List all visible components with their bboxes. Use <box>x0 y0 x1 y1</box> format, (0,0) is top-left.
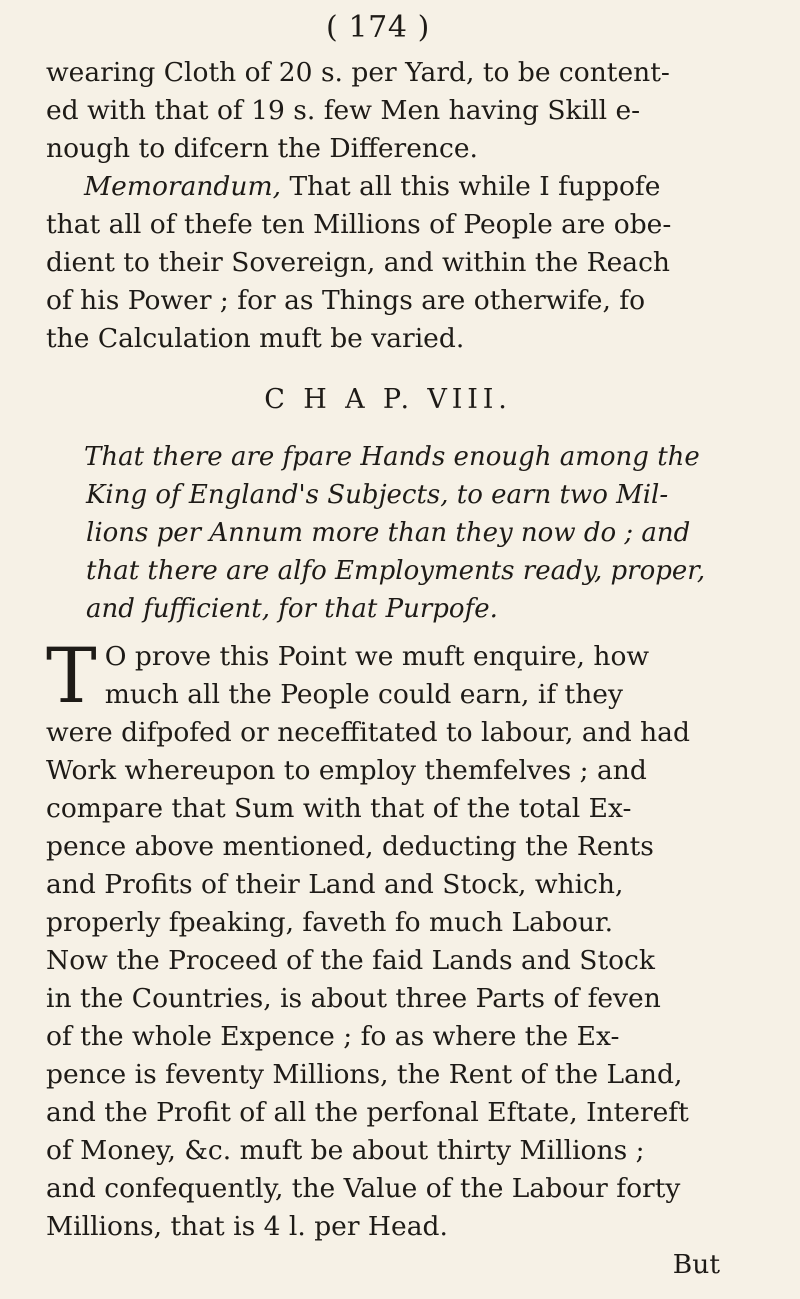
text-line: and Profits of their Land and Stock, which, <box>46 869 624 900</box>
text-line: of Money, &c. muft be about thirty Millions ; <box>46 1135 645 1166</box>
text-line: nough to difcern the Difference. <box>46 133 478 164</box>
text-line: of his Power ; for as Things are otherwife, fo <box>46 285 646 316</box>
paragraph-3 <box>46 631 730 1246</box>
text-line <box>46 168 730 206</box>
text-line: the Calculation muft be varied. <box>46 323 465 354</box>
text-line: properly fpeaking, faveth fo much Labour. <box>46 907 614 938</box>
text-line: that all of thefe ten Millions of People are obe- <box>46 209 672 240</box>
text-fragment: That all this while I fuppofe <box>281 171 661 202</box>
page-number: ( 174 ) <box>326 10 430 45</box>
text-line: Millions, that is 4 l. per Head. <box>46 1211 448 1242</box>
text-line: of the whole Expence ; fo as where the Ex- <box>46 1021 620 1052</box>
text-line: dient to their Sovereign, and within the Reach <box>46 247 670 278</box>
text-line: were difpofed or neceffitated to labour, and had <box>46 717 690 748</box>
text-line: much all the People could earn, if they <box>104 679 623 710</box>
text-line: and the Profit of all the perfonal Eftate, Intereft <box>46 1097 689 1128</box>
title-line: that there are alfo Employments ready, proper, <box>86 556 706 586</box>
chapter-title <box>46 438 730 628</box>
title-line: King of England's Subjects, to earn two Mil- <box>86 480 669 510</box>
title-line: lions per Annum more than they now do ; and <box>86 518 691 548</box>
text-line: Now the Proceed of the faid Lands and Stock <box>46 945 655 976</box>
memorandum-lead: Memorandum, <box>84 171 282 202</box>
text-line: Work whereupon to employ themfelves ; and <box>46 755 647 786</box>
text-line: in the Countries, is about three Parts of feven <box>46 983 661 1014</box>
text-line: O prove this Point we muft enquire, how <box>104 641 650 672</box>
title-line: and fufficient, for that Purpofe. <box>86 594 498 624</box>
chapter-heading: C H A P. VIII. <box>264 384 512 415</box>
text-line: wearing Cloth of 20 s. per Yard, to be content- <box>46 57 670 88</box>
text-line: and confequently, the Value of the Labour forty <box>46 1173 681 1204</box>
text-line: pence is feventy Millions, the Rent of the Land, <box>46 1059 683 1090</box>
text-line: ed with that of 19 s. few Men having Skill e- <box>46 95 641 126</box>
text-line: pence above mentioned, deducting the Rents <box>46 831 654 862</box>
text-line: compare that Sum with that of the total Ex- <box>46 793 632 824</box>
paragraph-memorandum <box>46 168 730 358</box>
catchword: But <box>672 1249 720 1280</box>
drop-cap: T <box>46 631 97 720</box>
paragraph-1 <box>46 54 730 168</box>
title-line: That there are fpare Hands enough among the <box>84 442 700 472</box>
